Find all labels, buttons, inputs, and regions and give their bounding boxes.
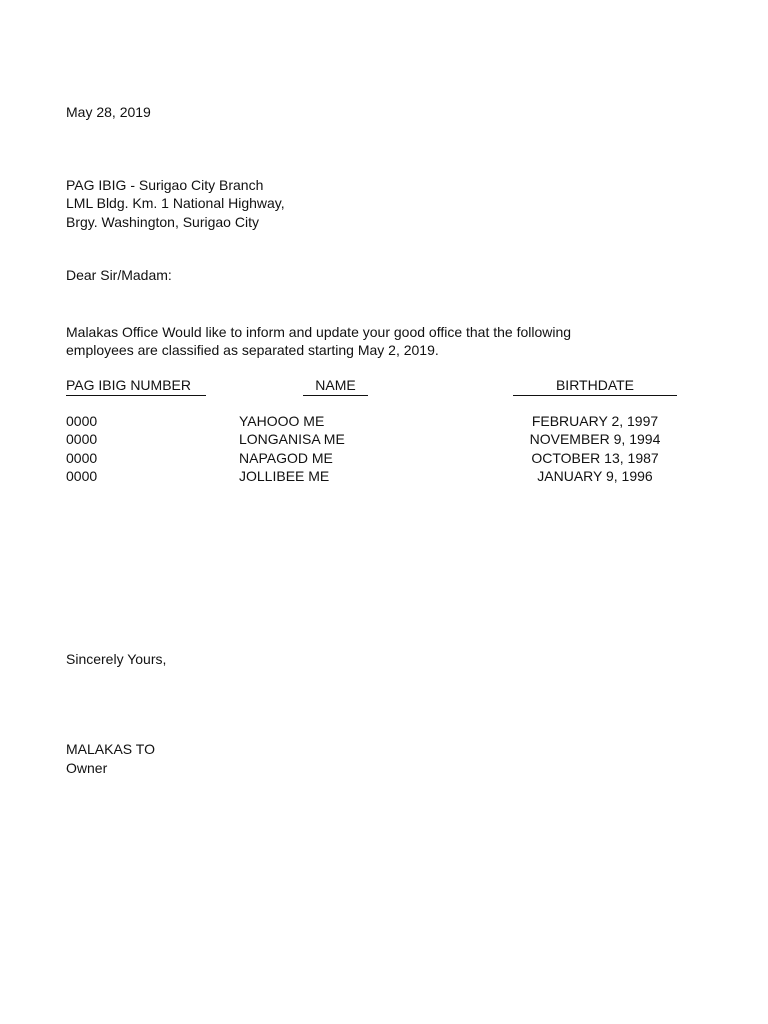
body-line-2: employees are classified as separated starting May 2, 2019. [66, 342, 439, 358]
recipient-line-2: LML Bldg. Km. 1 National Highway, [66, 195, 285, 211]
cell-birthdate: OCTOBER 13, 1987 [531, 450, 659, 466]
body-line-1: Malakas Office Would like to inform and update your good office that the following [66, 324, 572, 340]
salutation: Dear Sir/Madam: [66, 267, 172, 283]
table-row [0, 412, 768, 430]
table-row [0, 430, 768, 448]
header-birthdate: BIRTHDATE [513, 376, 677, 396]
cell-birthdate: FEBRUARY 2, 1997 [531, 413, 659, 429]
cell-birthdate: JANUARY 9, 1996 [537, 468, 653, 484]
letter-date: May 28, 2019 [66, 104, 151, 120]
cell-name: YAHOOO ME [239, 413, 325, 429]
table-row [0, 449, 768, 467]
header-name: NAME [303, 376, 368, 396]
cell-name: NAPAGOD ME [239, 450, 333, 466]
recipient-line-3: Brgy. Washington, Surigao City [66, 214, 259, 230]
table-row [0, 467, 768, 485]
recipient-line-1: PAG IBIG - Surigao City Branch [66, 177, 264, 193]
cell-name: JOLLIBEE ME [239, 468, 330, 484]
header-pag-ibig-number: PAG IBIG NUMBER [66, 376, 206, 396]
cell-name: LONGANISA ME [239, 431, 345, 447]
cell-pag-ibig-number: 0000 [66, 413, 98, 429]
cell-pag-ibig-number: 0000 [66, 468, 98, 484]
closing: Sincerely Yours, [66, 651, 167, 667]
cell-birthdate: NOVEMBER 9, 1994 [529, 431, 661, 447]
signature-title: Owner [66, 760, 108, 776]
cell-pag-ibig-number: 0000 [66, 450, 98, 466]
signature-name: MALAKAS TO [66, 741, 155, 757]
cell-pag-ibig-number: 0000 [66, 431, 98, 447]
